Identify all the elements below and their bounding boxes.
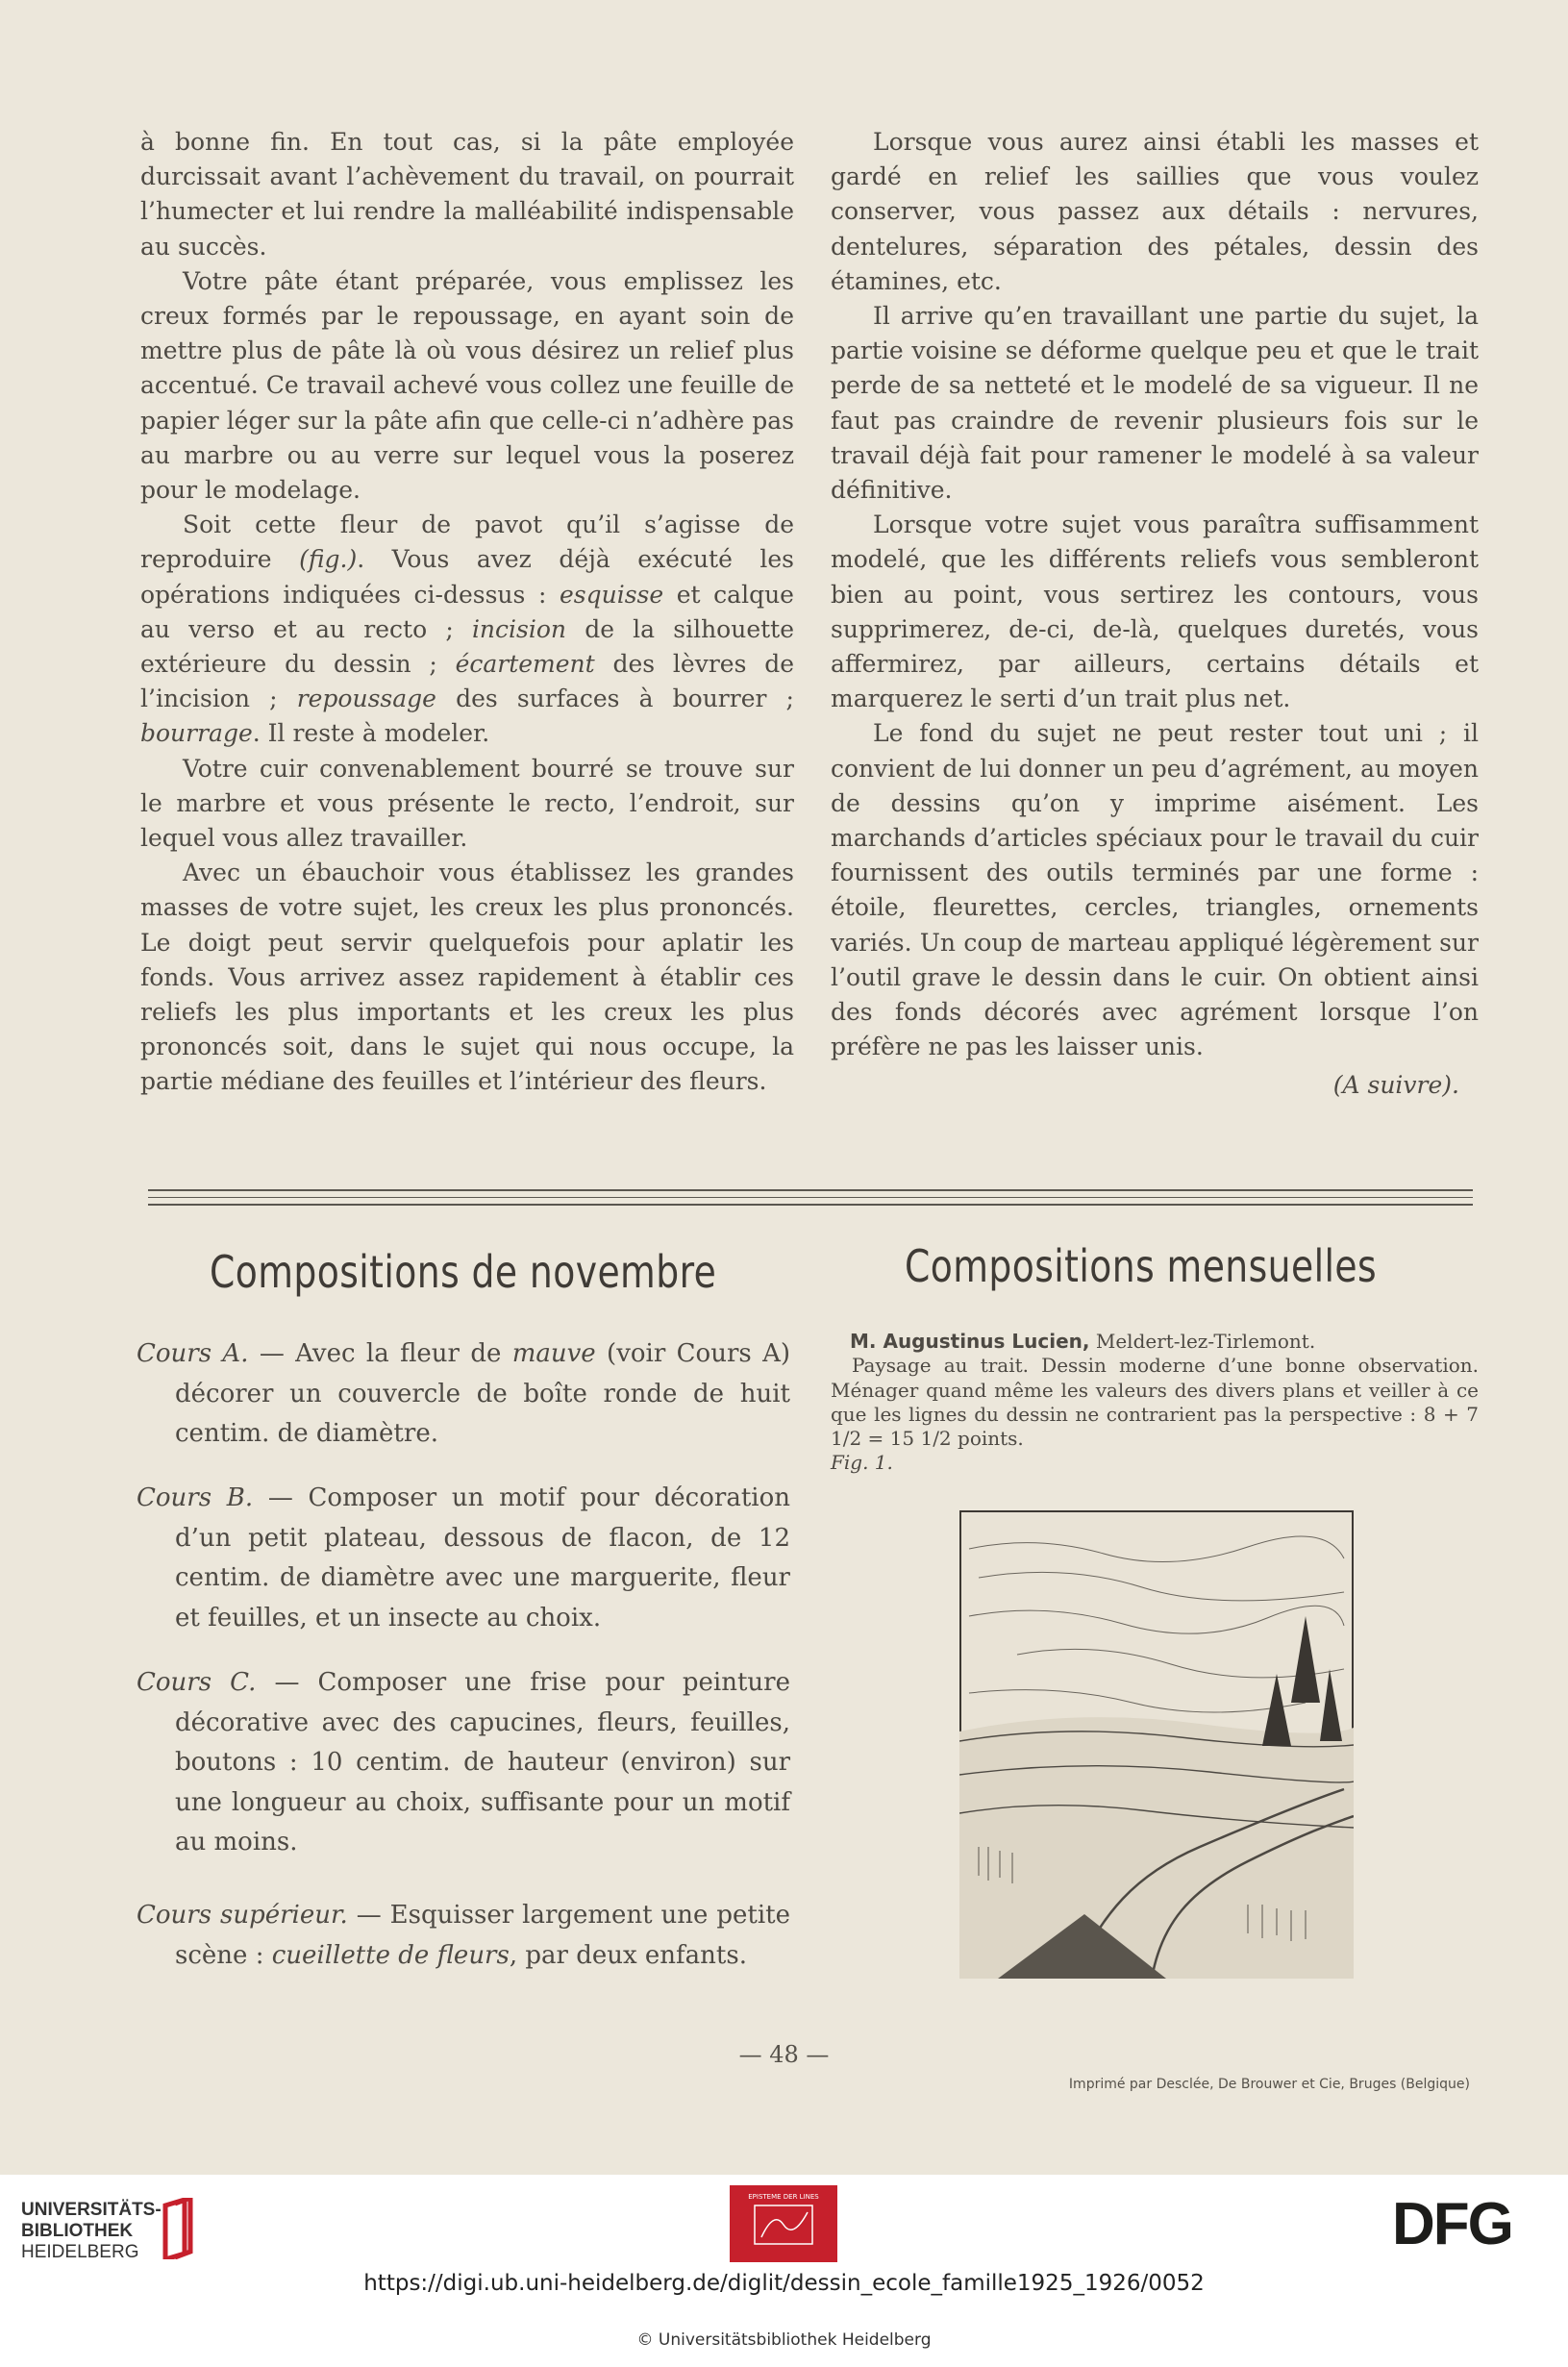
article-paragraph <box>140 508 794 751</box>
cours-text: — Esquisser largement une petite scène : <box>175 1901 790 1970</box>
paragraph-text: à bonne fin. En tout cas, si la pâte employée durcissait avant l’achèvement du travail, on pourrait l’humecter et lui rendre la malléabilité indispensable au succès. <box>140 128 794 261</box>
article-right-column <box>831 125 1479 1104</box>
episteme-logo-icon[interactable] <box>730 2185 837 2262</box>
article-paragraph <box>831 508 1479 716</box>
article-paragraph <box>831 716 1479 1064</box>
dfg-logo-icon[interactable]: DFG <box>1392 2191 1512 2257</box>
student-name: M. Augustinus Lucien, <box>850 1330 1090 1353</box>
cours-item <box>137 1479 790 1638</box>
article-paragraph <box>140 264 794 508</box>
figure-caption: Fig. 1. <box>831 1451 893 1475</box>
award-description: Paysage au trait. Dessin moderne d’une bonne observation. Ménager quand même les valeurs des divers plans et veiller à ce que les lignes du dessin ne contrarient pas la perspective : 8 + 7 1/2 = 15 1/2 points. <box>831 1354 1479 1451</box>
paragraph-text: et calque au verso et au recto ; <box>140 580 794 643</box>
cours-label: Cours B. <box>137 1483 254 1512</box>
cours-text2: , par deux enfants. <box>509 1940 747 1970</box>
november-title: Compositions de novembre <box>210 1246 717 1298</box>
cours-emph: cueillette de fleurs <box>271 1940 510 1970</box>
italic-term: bourrage <box>140 719 253 748</box>
paragraph-text: . Vous avez déjà exécuté les opérations indiquées ci-dessus : <box>140 545 794 609</box>
divider-rule <box>148 1197 1473 1198</box>
library-name <box>21 2200 162 2263</box>
paragraph-text: des lèvres de l’incision ; <box>140 650 794 713</box>
page-number: — 48 — <box>738 2041 830 2068</box>
cours-emph: mauve <box>511 1339 596 1368</box>
paragraph-text: Lorsque vous aurez ainsi établi les masses et gardé en relief les saillies que vous voulez conserver, vous passez aux détails : nervures, dentelures, séparation des pétales, dessin des étamines, etc. <box>831 128 1479 295</box>
cours-text: — Composer une frise pour peinture décorative avec des capucines, fleurs, feuilles, boutons : 10 centim. de hauteur (environ) sur une longueur au choix, suffisante pour un motif au moins. <box>175 1668 790 1856</box>
cours-label: Cours A. <box>137 1339 249 1368</box>
printer-imprint: Imprimé par Desclée, De Brouwer et Cie, Bruges (Belgique) <box>1068 2077 1470 2092</box>
cours-item <box>137 1896 790 1976</box>
episteme-caption: EPISTEME DER LINES <box>748 2193 819 2201</box>
divider-rule <box>148 1189 1473 1191</box>
cours-item <box>137 1334 790 1455</box>
monthly-title: Compositions mensuelles <box>905 1240 1378 1292</box>
cours-text: — Avec la fleur de <box>248 1339 512 1368</box>
article-paragraph <box>140 125 794 264</box>
article-paragraph <box>831 125 1479 299</box>
permalink-url[interactable]: https://digi.ub.uni-heidelberg.de/diglit/dessin_ecole_famille1925_1926/0052 <box>363 2271 1205 2296</box>
student-place: Meldert-lez-Tirlemont. <box>1089 1330 1316 1353</box>
paragraph-text: Soit cette fleur de pavot qu’il s’agisse de reproduire <box>140 511 794 574</box>
paragraph-text: Votre cuir convenablement bourré se trouve sur le marbre et vous présente le recto, l’endroit, sur lequel vous allez travailler. <box>140 754 794 853</box>
article-left-column <box>140 125 794 1100</box>
paragraph-text: Votre pâte étant préparée, vous emplissez les creux formés par le repoussage, en ayant soin de mettre plus de pâte là où vous désirez un relief plus accentué. Ce travail achevé vous collez une feuille de papier léger sur la pâte afin que celle-ci n’adhère pas au marbre ou au verre sur lequel vous la poserez pour le modelage. <box>140 266 794 505</box>
article-paragraph <box>140 752 794 857</box>
italic-term: écartement <box>455 650 595 679</box>
cours-text: — Composer un motif pour décoration d’un petit plateau, dessous de flacon, de 12 centim. de diamètre avec une marguerite, fleur et feuilles, et un insecte au choix. <box>175 1483 790 1632</box>
article-paragraph <box>140 856 794 1099</box>
italic-term: repoussage <box>296 685 436 713</box>
cours-label: Cours supérieur. <box>137 1901 348 1930</box>
paragraph-text: Il arrive qu’en travaillant une partie du sujet, la partie voisine se déforme quelque peu et que le trait perde de sa netteté et le modelé de sa vigueur. Il ne faut pas craindre de revenir plusieurs fois sur le travail déjà fait pour ramener le modelé à sa valeur définitive. <box>831 302 1479 505</box>
cours-item <box>137 1663 790 1863</box>
copyright-notice: © Universitätsbibliothek Heidelberg <box>636 2330 932 2350</box>
cours-text2: (voir Cours A) décorer un couvercle de boîte ronde de huit centim. de diamètre. <box>175 1339 790 1448</box>
paragraph-text: des surfaces à bourrer ; <box>436 685 794 713</box>
library-line: UNIVERSITÄTS- <box>21 2200 162 2220</box>
cours-label: Cours C. <box>137 1668 257 1697</box>
landscape-illustration <box>959 1510 1354 1979</box>
paragraph-text: de la silhouette extérieure du dessin ; <box>140 614 794 679</box>
article-paragraph <box>831 299 1479 508</box>
paragraph-text: Avec un ébauchoir vous établissez les grandes masses de votre sujet, les creux les plus prononcés. Le doigt peut servir quelquefois pour aplatir les fonds. Vous arrivez assez rapidement à établir ces reliefs les plus importants et les creux les plus prononcés soit, dans le sujet qui nous occupe, la partie médiane des feuilles et l’intérieur des fleurs. <box>140 859 794 1096</box>
paragraph-text: Le fond du sujet ne peut rester tout uni ; il convient de lui donner un peu d’agrément, au moyen de dessins qu’on y imprime aisément. Les marchands d’articles spéciaux pour le travail du cuir fournissent des outils terminés par une forme : étoile, fleurettes, cercles, triangles, ornements variés. Un coup de marteau appliqué légèrement sur l’outil grave le dessin dans le cuir. On obtient ainsi des fonds décorés avec agrément lorsque l’on préfère ne pas les laisser unis. <box>831 719 1479 1061</box>
paragraph-text: . Il reste à modeler. <box>252 719 490 748</box>
library-line: HEIDELBERG <box>21 2242 139 2262</box>
italic-term: incision <box>471 614 567 643</box>
award-entry <box>831 1330 1479 1476</box>
italic-term: esquisse <box>559 580 664 609</box>
divider-rule <box>148 1204 1473 1206</box>
italic-term: (fig.) <box>299 545 358 574</box>
episteme-emblem <box>750 2201 817 2249</box>
library-line: BIBLIOTHEK <box>21 2221 134 2241</box>
to-be-continued: (A suivre). <box>1332 1071 1459 1100</box>
paragraph-text: Lorsque votre sujet vous paraîtra suffisamment modelé, que les différents reliefs vous sembleront bien au point, vous sertirez les contours, vous supprimerez, de-ci, de-là, quelques duretés, vous affermirez, par ailleurs, certains détails et marquerez le serti d’un trait plus net. <box>831 511 1479 713</box>
